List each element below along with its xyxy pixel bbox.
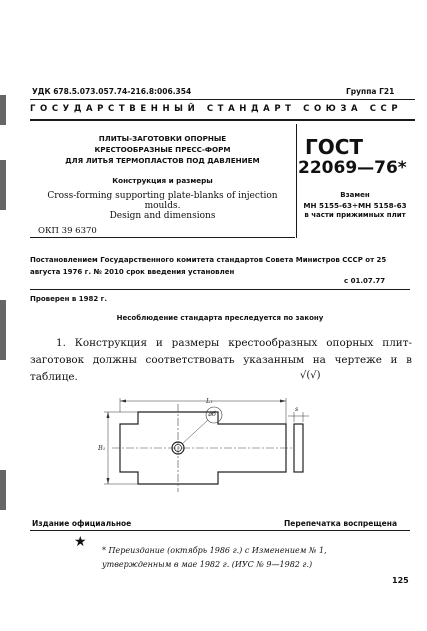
dimension-label-thickness: s [295,405,299,413]
dimension-arrow [280,400,286,403]
scan-edge-mark [0,470,6,510]
scan-edge-mark [0,95,6,125]
russian-title-line: ПЛИТЫ-ЗАГОТОВКИ ОПОРНЫЕ [98,134,227,143]
replaces-standards: МН 5155-63÷МН 5158-63 [303,201,407,210]
group-code: Группа Г21 [346,87,395,96]
english-title [30,191,295,221]
dimension-arrow [120,400,126,403]
russian-title-line: КРЕСТООБРАЗНЫЕ ПРЕСС-ФОРМ [94,145,231,154]
replaces-label: Взамен [340,191,370,199]
gost-label: ГОСТ [305,135,364,159]
russian-subtitle: Конструкция и размеры [112,176,213,185]
scan-edge-mark [0,160,6,210]
effective-date: с 01.07.77 [344,277,386,285]
dimension-label-b1: B₁ [98,444,106,452]
title-block-rule [30,237,295,238]
surface-roughness-symbol: √(√) [300,370,321,381]
footnote [102,544,402,571]
official-edition-label: Издание официальное [32,519,132,528]
footer-rule [30,530,410,531]
header-rule [30,99,415,100]
scan-edge-mark [0,300,6,360]
russian-title-line: ДЛЯ ЛИТЬЯ ТЕРМОПЛАСТОВ ПОД ДАВЛЕНИЕМ [65,156,260,165]
reprint-prohibited-label: Перепечатка воспрещена [284,519,398,528]
page-number: 125 [392,576,409,585]
russian-title [30,133,295,166]
header-rule-bold [30,119,415,121]
replaces-note: в части прижимных плит [304,211,406,219]
dimension-arrow [107,478,110,484]
footnote-line: утвержденным в мае 1982 г. (ИУС № 9—1982 г.) [102,559,313,569]
gost-number: 22069—76* [298,158,407,178]
state-standard-heading: ГОСУДАРСТВЕННЫЙ СТАНДАРТ СОЮЗА ССР [30,104,403,114]
udk-code: УДК 678.5.073.057.74-216.8:006.354 [32,87,192,96]
leader-line [182,420,208,444]
decree-rule [30,289,410,290]
english-title-line: Design and dimensions [109,211,216,221]
decree-text: Постановлением Государственного комитета стандартов Совета Министров СССР от 25 августа 1976 г. № 2010 срок введения установлен [30,256,387,276]
paragraph-1: 1. Конструкция и размеры крестообразных опорных плит-заготовок должны соответствовать указанным на чертеже и в таблице. [30,337,412,383]
english-title-line: Cross-forming supporting plate-blanks of injection [47,191,278,201]
title-divider [296,124,297,238]
enforcement-notice: Несоблюдение стандарта преследуется по закону [116,314,324,322]
dimension-label-l1: L₁ [206,397,213,405]
plate-side-view [294,424,303,472]
okp-code: ОКП 39 6370 [38,226,97,236]
star-icon: ★ [74,534,87,550]
english-title-line: moulds. [144,201,181,211]
checked-year: Проверен в 1982 г. [30,295,107,303]
dimension-label-diameter: ⌀б [208,410,216,418]
dimension-arrow [107,412,110,418]
footnote-line: * Переиздание (октябрь 1986 г.) с Изменением № 1, [102,546,327,555]
